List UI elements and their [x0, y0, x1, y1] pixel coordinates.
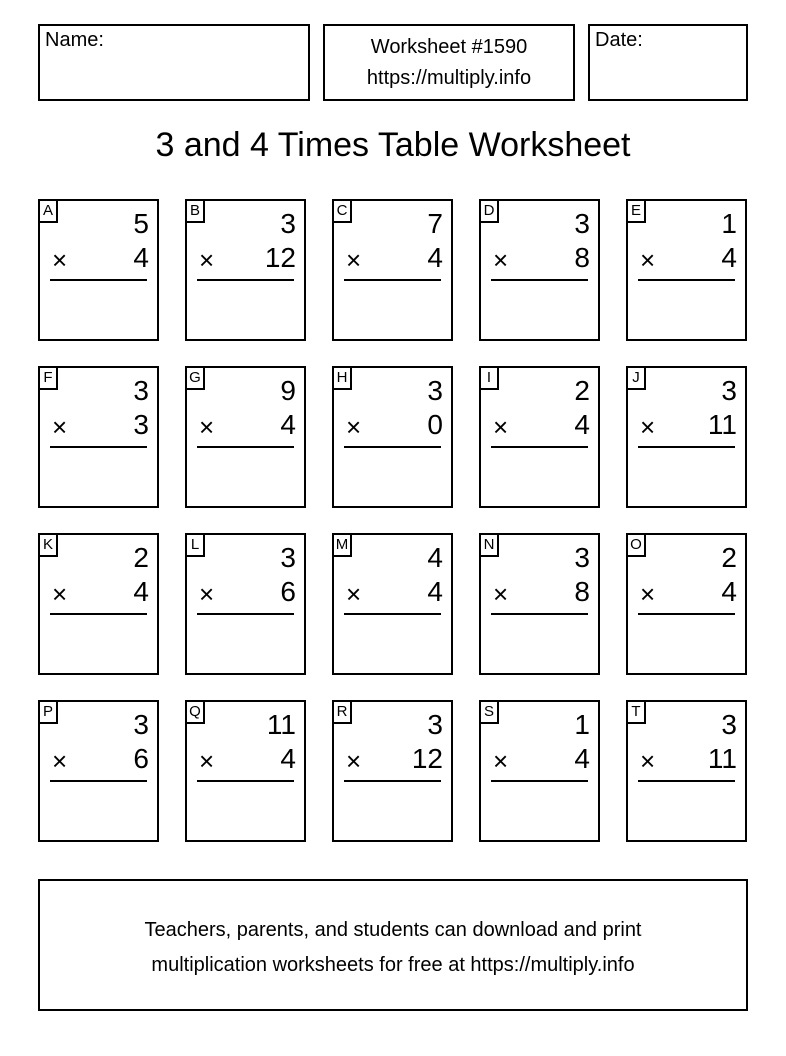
answer-line	[638, 279, 735, 281]
problem-letter: Q	[185, 700, 205, 724]
problem-letter: P	[38, 700, 58, 724]
multiplicand: 3	[574, 542, 590, 573]
multiply-sign: ×	[640, 746, 656, 776]
multiplier: 6	[280, 576, 296, 607]
problem-card[interactable]	[185, 700, 306, 842]
problem-card[interactable]	[626, 533, 747, 675]
multiply-sign: ×	[493, 579, 509, 609]
problem-card[interactable]	[185, 533, 306, 675]
answer-line	[197, 613, 294, 615]
problem-letter: T	[626, 700, 646, 724]
name-field[interactable]	[38, 24, 310, 101]
multiplier: 8	[574, 242, 590, 273]
multiplicand: 2	[574, 375, 590, 406]
answer-line	[344, 780, 441, 782]
multiply-sign: ×	[52, 746, 68, 776]
answer-line	[344, 279, 441, 281]
name-label: Name:	[45, 29, 104, 51]
problem-letter: K	[38, 533, 58, 557]
answer-line	[344, 613, 441, 615]
multiplier: 6	[133, 743, 149, 774]
multiplicand: 7	[427, 208, 443, 239]
multiply-sign: ×	[493, 412, 509, 442]
problem-card[interactable]	[479, 700, 600, 842]
multiplicand: 1	[721, 208, 737, 239]
problem-letter: R	[332, 700, 352, 724]
multiplicand: 3	[574, 208, 590, 239]
multiplier: 0	[427, 409, 443, 440]
problem-card[interactable]	[38, 700, 159, 842]
footer-text	[40, 913, 746, 983]
answer-line	[197, 279, 294, 281]
multiplier: 11	[707, 409, 737, 440]
answer-line	[638, 446, 735, 448]
problem-letter: I	[479, 366, 499, 390]
multiplier: 4	[574, 743, 590, 774]
multiplier: 4	[721, 576, 737, 607]
answer-line	[50, 613, 147, 615]
multiply-sign: ×	[199, 245, 215, 275]
multiplier: 4	[427, 576, 443, 607]
multiplier: 4	[427, 242, 443, 273]
answer-line	[638, 780, 735, 782]
problem-letter: O	[626, 533, 646, 557]
multiply-sign: ×	[493, 746, 509, 776]
multiply-sign: ×	[346, 579, 362, 609]
date-label: Date:	[595, 29, 643, 51]
problem-letter: J	[626, 366, 646, 390]
multiplier: 4	[280, 409, 296, 440]
multiplicand: 2	[133, 542, 149, 573]
answer-line	[491, 446, 588, 448]
problem-letter: B	[185, 199, 205, 223]
multiply-sign: ×	[640, 245, 656, 275]
problem-letter: M	[332, 533, 352, 557]
multiplicand: 3	[133, 709, 149, 740]
multiply-sign: ×	[52, 579, 68, 609]
problem-letter: G	[185, 366, 205, 390]
multiplier: 3	[133, 409, 149, 440]
problem-letter: A	[38, 199, 58, 223]
problem-card[interactable]	[185, 199, 306, 341]
multiplier: 12	[411, 743, 443, 774]
multiplicand: 3	[721, 375, 737, 406]
multiply-sign: ×	[199, 746, 215, 776]
multiplier: 4	[280, 743, 296, 774]
problem-card[interactable]	[38, 199, 159, 341]
answer-line	[491, 613, 588, 615]
multiply-sign: ×	[52, 412, 68, 442]
problem-card[interactable]	[479, 366, 600, 508]
problem-card[interactable]	[626, 199, 747, 341]
multiplier: 4	[574, 409, 590, 440]
multiplicand: 3	[133, 375, 149, 406]
answer-line	[491, 780, 588, 782]
worksheet-url: https://multiply.info	[366, 67, 532, 89]
problem-letter: L	[185, 533, 205, 557]
answer-line	[197, 780, 294, 782]
footer-line-2: multiplication worksheets for free at https://multiply.info	[151, 954, 635, 976]
multiplicand: 3	[427, 709, 443, 740]
problem-card[interactable]	[479, 199, 600, 341]
problem-card[interactable]	[38, 366, 159, 508]
problem-card[interactable]	[332, 366, 453, 508]
worksheet-info-box	[323, 24, 575, 101]
multiplicand: 11	[266, 709, 296, 740]
multiplicand: 3	[280, 542, 296, 573]
problem-card[interactable]	[185, 366, 306, 508]
problem-letter: D	[479, 199, 499, 223]
problem-card[interactable]	[626, 700, 747, 842]
multiplier: 4	[133, 242, 149, 273]
answer-line	[491, 279, 588, 281]
multiply-sign: ×	[640, 579, 656, 609]
multiplicand: 3	[427, 375, 443, 406]
multiplier: 8	[574, 576, 590, 607]
multiplier: 12	[264, 242, 296, 273]
multiplier: 4	[721, 242, 737, 273]
footer-box	[38, 879, 748, 1011]
multiplicand: 3	[280, 208, 296, 239]
problem-card[interactable]	[332, 199, 453, 341]
problem-letter: N	[479, 533, 499, 557]
page-title: 3 and 4 Times Table Worksheet	[155, 126, 631, 164]
answer-line	[50, 446, 147, 448]
answer-line	[197, 446, 294, 448]
problem-letter: S	[479, 700, 499, 724]
footer-line-1: Teachers, parents, and students can download and print	[144, 919, 642, 941]
multiplicand: 2	[721, 542, 737, 573]
multiply-sign: ×	[199, 412, 215, 442]
multiplicand: 3	[721, 709, 737, 740]
multiplier: 11	[707, 743, 737, 774]
multiply-sign: ×	[346, 412, 362, 442]
problem-letter: F	[38, 366, 58, 390]
multiplicand: 1	[574, 709, 590, 740]
answer-line	[344, 446, 441, 448]
worksheet-id: Worksheet #1590	[370, 36, 528, 58]
answer-line	[50, 780, 147, 782]
multiplier: 4	[133, 576, 149, 607]
multiplicand: 9	[280, 375, 296, 406]
problem-card[interactable]	[479, 533, 600, 675]
problem-letter: E	[626, 199, 646, 223]
multiply-sign: ×	[493, 245, 509, 275]
multiply-sign: ×	[346, 245, 362, 275]
multiplicand: 4	[427, 542, 443, 573]
multiplicand: 5	[133, 208, 149, 239]
problem-card[interactable]	[38, 533, 159, 675]
problem-card[interactable]	[626, 366, 747, 508]
problem-card[interactable]	[332, 533, 453, 675]
answer-line	[50, 279, 147, 281]
multiply-sign: ×	[52, 245, 68, 275]
answer-line	[638, 613, 735, 615]
multiply-sign: ×	[640, 412, 656, 442]
problem-letter: H	[332, 366, 352, 390]
multiply-sign: ×	[346, 746, 362, 776]
date-field[interactable]	[588, 24, 748, 101]
problem-card[interactable]	[332, 700, 453, 842]
problem-letter: C	[332, 199, 352, 223]
multiply-sign: ×	[199, 579, 215, 609]
